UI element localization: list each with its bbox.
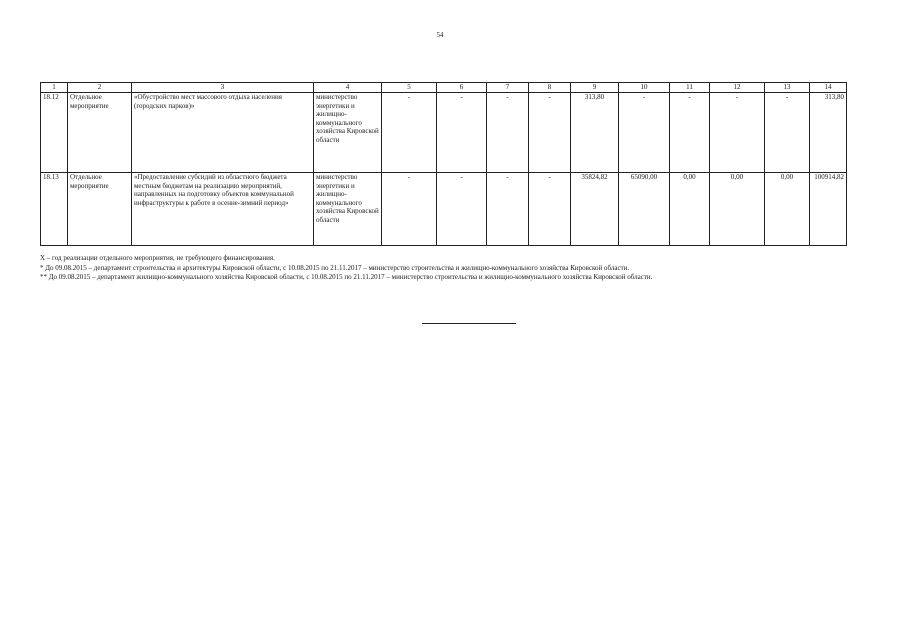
- table-cell: -: [487, 93, 529, 173]
- table-cell: -: [382, 173, 437, 246]
- total-cell: 313,80: [810, 93, 847, 173]
- end-divider: [422, 323, 516, 324]
- column-header: 9: [571, 83, 619, 93]
- table-cell: 65090,00: [619, 173, 670, 246]
- financing-table: [40, 82, 847, 246]
- column-header: 6: [437, 83, 487, 93]
- table-cell: -: [710, 93, 765, 173]
- table-cell: 313,80: [571, 93, 619, 173]
- table-cell: -: [382, 93, 437, 173]
- column-header: 11: [670, 83, 710, 93]
- page-number: 54: [436, 31, 444, 39]
- table-cell: -: [529, 173, 571, 246]
- table-row: [41, 173, 847, 246]
- column-header: 5: [382, 83, 437, 93]
- column-header: 7: [487, 83, 529, 93]
- measure-title: «Обустройство мест массового отдыха населения (городских парков)»: [132, 93, 314, 173]
- column-header: 4: [314, 83, 382, 93]
- table-cell: -: [619, 93, 670, 173]
- column-header: 14: [810, 83, 847, 93]
- table-cell: 35824,82: [571, 173, 619, 246]
- table-cell: 0,00: [710, 173, 765, 246]
- footnotes: [40, 254, 860, 283]
- column-header: 10: [619, 83, 670, 93]
- row-number: 18.13: [41, 173, 68, 246]
- column-header: 2: [68, 83, 132, 93]
- table-cell: -: [437, 93, 487, 173]
- header-row: [41, 83, 847, 93]
- table-cell: -: [529, 93, 571, 173]
- table-cell: -: [765, 93, 810, 173]
- footnote-x: Х – год реализации отдельного мероприятия, не требующего финансирования.: [40, 254, 275, 262]
- measure-title: «Предоставление субсидий из областного бюджета местным бюджетам на реализацию мероприятий, направленных на подготовку объектов коммунальной инфраструктуры к работе в осенне-зимний период»: [132, 173, 314, 246]
- table-row: [41, 93, 847, 173]
- column-header: 3: [132, 83, 314, 93]
- table-cell: -: [487, 173, 529, 246]
- footnote-single-asterisk: * До 09.08.2015 – департамент строительства и архитектуры Кировской области, с 10.08.2015 по 21.11.2017 – министерство строительства и жилищно-коммунального хозяйства Кировской области.: [40, 263, 630, 272]
- footnote-double-asterisk: ** До 09.08.2015 – департамент жилищно-коммунального хозяйства Кировской области, с 10.08.2015 по 21.11.2017 – министерство строительства и жилищно-коммунального хозяйства Кировской области.: [40, 273, 653, 281]
- total-cell: 100914,82: [810, 173, 847, 246]
- column-header: 8: [529, 83, 571, 93]
- table-cell: 0,00: [765, 173, 810, 246]
- table-cell: 0,00: [670, 173, 710, 246]
- measure-type: Отдельное мероприятие: [68, 173, 132, 246]
- table-cell: -: [437, 173, 487, 246]
- responsible-executor: министерство энергетики и жилищно-коммунального хозяйства Кировской области: [314, 173, 382, 246]
- row-number: 18.12: [41, 93, 68, 173]
- table-cell: -: [670, 93, 710, 173]
- column-header: 12: [710, 83, 765, 93]
- responsible-executor: министерство энергетики и жилищно-коммунального хозяйства Кировской области: [314, 93, 382, 173]
- column-header: 13: [765, 83, 810, 93]
- column-header: 1: [41, 83, 68, 93]
- measure-type: Отдельное мероприятие: [68, 93, 132, 173]
